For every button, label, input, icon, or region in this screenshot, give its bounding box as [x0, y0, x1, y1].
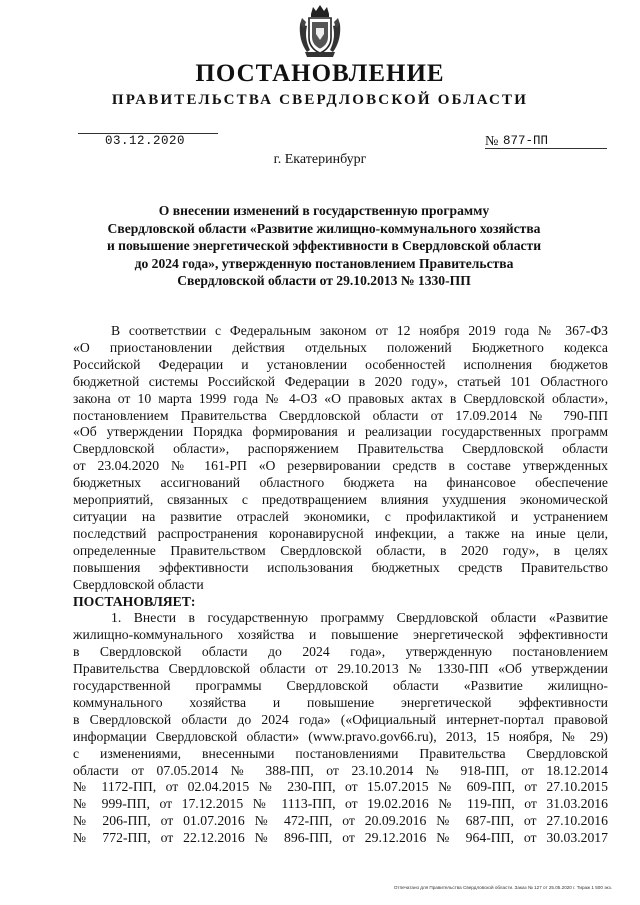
body-line: В соответствии с Федеральным законом от 12 ноября 2019 года № 367-ФЗ: [111, 323, 608, 338]
heading-line: О внесении изменений в государственную программу: [158, 203, 490, 218]
document-city: г. Екатеринбург: [273, 152, 367, 167]
body-line: Свердловской области: [73, 576, 204, 592]
body-line: Свердловской области», распоряжением Правительства Свердловской области: [73, 441, 608, 457]
body-line: № 206-ПП, от 01.07.2016 № 472-ПП, от 20.09.2016 № 687-ПП, от 27.10.2016: [73, 813, 608, 829]
body-line: Правительства Свердловской области от 29.10.2013 № 1330-ПП «Об утверждении: [73, 661, 608, 677]
body-line: с изменениями, внесенными постановлениями Правительства Свердловской: [73, 745, 608, 761]
body-line: области от 07.05.2014 № 388-ПП, от 23.10.2014 № 918-ПП, от 18.12.2014: [73, 762, 608, 778]
body-line: ситуации на развитие отраслей экономики, с профилактикой и устранением: [73, 508, 608, 524]
number-underline: [485, 148, 607, 149]
body-line: в Свердловской области до 2024 года» («Официальный интернет-портал правовой: [73, 711, 608, 727]
coat-of-arms-icon: [297, 4, 343, 58]
body-line: в Свердловской области до 2024 года», утвержденную постановлением: [73, 644, 608, 660]
heading-line: до 2024 года», утвержденную постановлением Правительства: [134, 255, 514, 271]
heading-line: Свердловской области «Развитие жилищно-коммунального хозяйства: [107, 220, 541, 236]
body-line: мероприятий, связанных с предотвращением влияния ухудшения экономической: [73, 492, 608, 508]
resolution-keyword: ПОСТАНОВЛЯЕТ:: [73, 593, 196, 609]
body-line: от 23.04.2020 № 161-РП «О резервировании средств в составе утвержденных: [73, 458, 608, 474]
body-line: Российской Федерации и установлении особенностей исполнения бюджетов: [73, 356, 608, 372]
document-date: 03.12.2020: [105, 134, 186, 148]
body-line: «Об утверждении Порядка формирования и реализации государственных программ: [73, 424, 608, 440]
body-line: бюджетной системы Российской Федерации в 2020 году», статьей 101 Областного: [73, 373, 608, 389]
body-line: бюджетных ассигнований областного бюджета на финансовое обеспечение: [73, 475, 608, 491]
body-line: повышения эффективности использования бюджетных средств Правительство: [73, 559, 608, 575]
body-line: коммунального хозяйства и повышение энергетической эффективности: [73, 694, 608, 710]
heading-line: Свердловской области от 29.10.2013 № 1330-ПП: [177, 273, 471, 289]
body-line: постановлением Правительства Свердловской области от 17.09.2014 № 790-ПП: [73, 407, 608, 423]
body-line: жилищно-коммунального хозяйства и повышение энергетической эффективности: [73, 627, 608, 643]
body-line: № 772-ПП, от 22.12.2016 № 896-ПП, от 29.12.2016 № 964-ПП, от 30.03.2017: [73, 830, 608, 846]
body-line: 1. Внести в государственную программу Свердловской области «Развитие: [111, 610, 608, 626]
body-line: закона от 10 марта 1999 года № 4-ОЗ «О правовых актах в Свердловской области»,: [73, 390, 608, 406]
body-line: «О приостановлении действия отдельных положений Бюджетного кодекса: [73, 339, 608, 355]
document-number: 877-ПП: [503, 134, 549, 148]
body-line: № 1172-ПП, от 02.04.2015 № 230-ПП, от 15.07.2015 № 609-ПП, от 27.10.2015: [73, 779, 608, 795]
body-line: информации Свердловской области» (www.pravo.gov66.ru), 2013, 15 ноября, № 29): [73, 728, 608, 744]
number-label: №: [485, 134, 499, 149]
body-line: государственной программы Свердловской области «Развитие жилищно-: [73, 678, 608, 694]
heading-line: и повышение энергетической эффективности в Свердловской области: [106, 238, 542, 254]
print-note: Отпечатано для Правительства Свердловской области. Заказ № 127 от 25.05.2020 г. Тираж 1 500 экз.: [393, 885, 612, 890]
document-body: [73, 323, 608, 847]
body-line: определенные Правительством Свердловской области, в 2020 году», в целях: [73, 542, 608, 558]
body-line: № 999-ПП, от 17.12.2015 № 1113-ПП, от 19.02.2016 № 119-ПП, от 31.03.2016: [73, 796, 608, 812]
document-heading: [60, 202, 588, 290]
body-line: последствий распространения коронавирусной инфекции, а также на иные цели,: [73, 525, 608, 541]
document-title: ПОСТАНОВЛЕНИЕ: [195, 60, 445, 87]
document-subtitle: ПРАВИТЕЛЬСТВА СВЕРДЛОВСКОЙ ОБЛАСТИ: [111, 92, 529, 108]
